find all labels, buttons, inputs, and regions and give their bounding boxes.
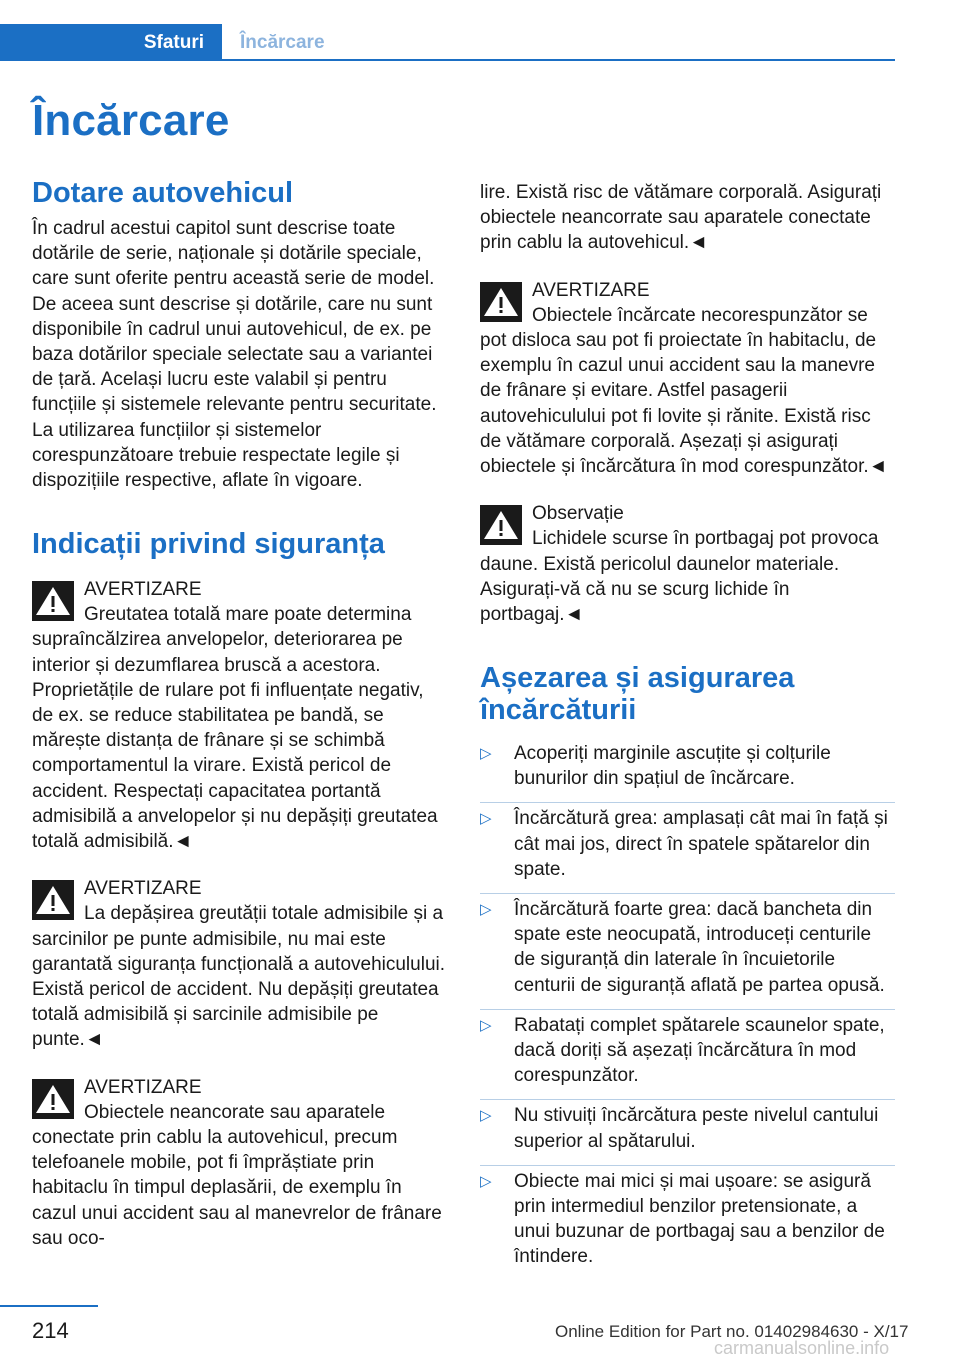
warning-text: Obiectele încărcate necorespunzător se pot disloca sau pot fi proiectate în habitaclu, de exemplu în cazul unui accident sau la manevre de frânare și evitare. Astfel pasagerii autovehiculului pot fi lovite și rănite. Există risc de vătămare corporală. Așezați și asigurați obiectele și încărcătura în mod corespunzător.◄ bbox=[480, 304, 888, 478]
triangle-bullet-icon: ▷ bbox=[480, 1016, 492, 1034]
list-item bbox=[480, 741, 895, 799]
left-column bbox=[32, 178, 447, 1251]
right-column bbox=[480, 180, 895, 1285]
list-item bbox=[480, 1103, 895, 1161]
list-item bbox=[480, 897, 895, 1006]
warning-title: AVERTIZARE bbox=[84, 1076, 202, 1098]
list-item-text: Nu stivuiți încărcătura peste nivelul cantului superior al spătarului. bbox=[514, 1105, 879, 1152]
triangle-bullet-icon: ▷ bbox=[480, 745, 492, 763]
warning-triangle-icon bbox=[32, 1079, 74, 1119]
warning-block bbox=[32, 575, 447, 854]
triangle-bullet-icon: ▷ bbox=[480, 810, 492, 828]
note-text: Lichidele scurse în portbagaj pot provoca daune. Există pericolul daunelor materiale. Asigurați-vă că nu se scurg lichide în portbagaj.◄ bbox=[480, 528, 879, 626]
list-item-text: Acoperiți marginile ascuțite și colțurile bunurilor din spațiul de încărcare. bbox=[514, 743, 831, 790]
warning-title: AVERTIZARE bbox=[84, 579, 202, 601]
loading-tips-list bbox=[480, 741, 895, 1278]
warning-title: AVERTIZARE bbox=[532, 279, 650, 301]
warning-block bbox=[480, 276, 895, 480]
page-title: Încărcare bbox=[32, 96, 230, 145]
warning-text: Obiectele neancorate sau aparatele conectate prin cablu la autovehicul, precum telefoanele mobile, pot fi împrăștiate prin habitaclu în timpul deplasării, de exemplu în cazul unui accident sau al manevrelor de frânare sau oco- bbox=[32, 1101, 442, 1249]
list-item-text: Încărcătură foarte grea: dacă bancheta din spate este neocupată, introduceți centurile de siguranță din laterale în încuietorile centurii de siguranță aflată pe partea opusă. bbox=[514, 899, 885, 996]
warning-triangle-icon bbox=[480, 505, 522, 545]
section-heading-dotare: Dotare autovehicul bbox=[32, 177, 294, 209]
triangle-bullet-icon: ▷ bbox=[480, 901, 492, 919]
warning-triangle-icon bbox=[32, 581, 74, 621]
warning-triangle-icon bbox=[480, 282, 522, 322]
edition-text: Online Edition for Part no. 01402984630 - X/17 bbox=[555, 1322, 909, 1341]
triangle-bullet-icon: ▷ bbox=[480, 1107, 492, 1125]
warning-title: AVERTIZARE bbox=[84, 878, 202, 900]
list-item bbox=[480, 806, 895, 890]
section-heading-asezare: Așezarea și asigurarea încărcăturii bbox=[480, 662, 795, 727]
divider bbox=[480, 1165, 895, 1166]
watermark: carmanualsonline.info bbox=[714, 1338, 890, 1358]
header-tabs bbox=[0, 24, 895, 62]
warning-block bbox=[32, 874, 447, 1052]
list-item bbox=[480, 1169, 895, 1278]
continuation-text: lire. Există risc de vătămare corporală. Asigurați obiectele neancorrate sau aparatele conectate prin cablu la autovehicul.◄ bbox=[480, 182, 882, 254]
list-item-text: Obiecte mai mici și mai ușoare: se asigură prin intermediul benzilor pretensionate, a unui buzunar de portbagaj sau a benzilor de întindere. bbox=[514, 1170, 885, 1268]
tab-sfaturi[interactable]: Sfaturi bbox=[0, 24, 222, 61]
divider bbox=[480, 1009, 895, 1010]
list-item-text: Încărcătură grea: amplasați cât mai în față și cât mai jos, direct în spatele spătarelor din spate. bbox=[514, 808, 888, 880]
divider bbox=[480, 1099, 895, 1100]
tab-incarcare[interactable]: Încărcare bbox=[240, 31, 325, 53]
footer-line bbox=[0, 1305, 98, 1307]
warning-triangle-icon bbox=[32, 880, 74, 920]
warning-text: Greutatea totală mare poate determina supraîncălzirea anvelopelor, deteriorarea pe interior și dezumflarea bruscă a acestora. Proprietățile de rulare pot fi influențate negativ, de ex. se reduce stabilitatea pe bandă, se mărește distanța de frânare și se schimbă comportamentul la virare. Există pericol de accident. Respectați capacitatea portantă admisibilă a anvelopelor și nu depășiți greutatea totală admisibilă.◄ bbox=[32, 604, 438, 853]
list-item-text: Rabatați complet spătarele scaunelor spate, dacă doriți să așezați încărcătura în mod corespunzător. bbox=[514, 1014, 885, 1087]
header-divider bbox=[222, 59, 895, 61]
note-title: Observație bbox=[532, 503, 624, 525]
section-heading-siguranta: Indicații privind siguranța bbox=[32, 528, 385, 561]
list-item bbox=[480, 1013, 895, 1097]
page-number: 214 bbox=[32, 1318, 69, 1343]
note-block bbox=[480, 499, 895, 627]
triangle-bullet-icon: ▷ bbox=[480, 1172, 492, 1190]
warning-text: La depășirea greutății totale admisibile și a sarcinilor pe punte admisibile, nu mai este garantată siguranța funcțională a autovehiculului. Există pericol de accident. Nu depășiți greutatea totală admisibilă și sarcinile admisibile pe punte.◄ bbox=[32, 903, 446, 1051]
warning-block bbox=[32, 1073, 447, 1251]
section-body-dotare: În cadrul acestui capitol sunt descrise toate dotările de serie, naționale și dotările speciale, care sunt oferite pentru această serie de model. De aceea sunt descrise și dotările, care nu sunt disponibile în cadrul unui autovehicul, de ex. pe baza dotărilor speciale selectate sau a variantei de țară. Același lucru este valabil și pentru funcțiile și sistemele relevante pentru securitate. La utilizarea funcțiilor și sistemelor corespunzătoare trebuie respectate legile și dispozițiile respective, aflate în vigoare. bbox=[32, 217, 437, 491]
divider bbox=[480, 802, 895, 803]
divider bbox=[480, 893, 895, 894]
